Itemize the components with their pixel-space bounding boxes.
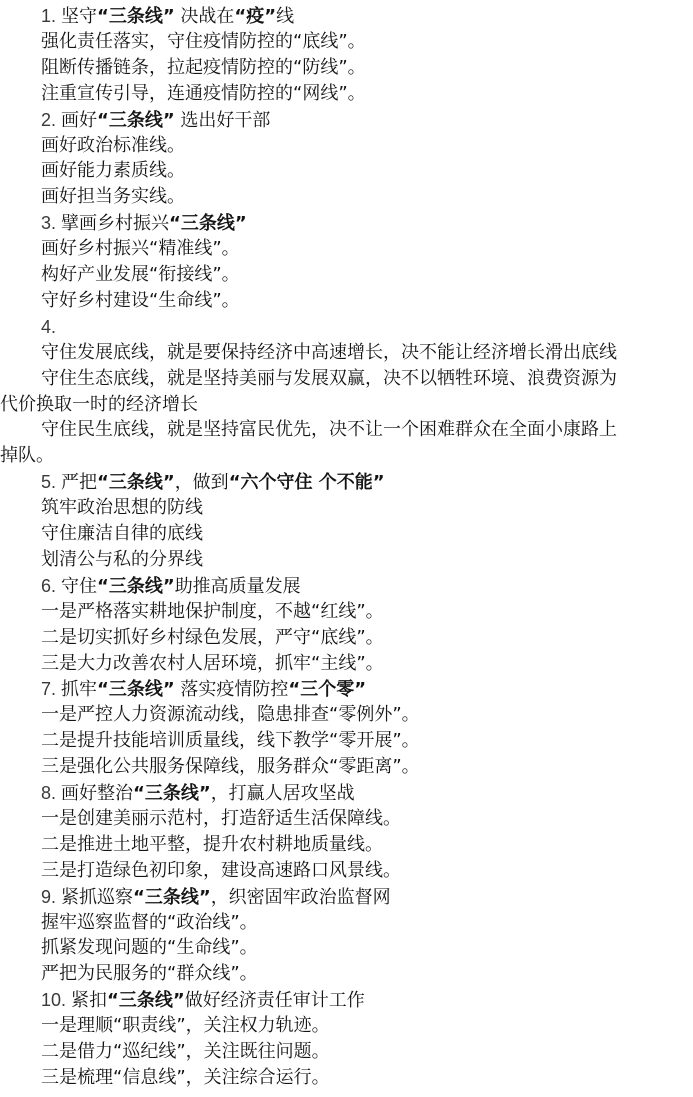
heading-keyword: “疫”: [234, 6, 277, 27]
heading-text: 选出好干部: [174, 109, 271, 131]
section-heading: [41, 987, 365, 1013]
paragraph-line: 守住民生底线，就是坚持富民优先，决不让一个困难群众在全面小康路上: [41, 419, 617, 441]
heading-keyword: “六个守住 个不能”: [228, 472, 385, 494]
list-item: 三是强化公共服务保障线，服务群众“零距离”。: [41, 756, 420, 778]
section-heading: [41, 3, 294, 29]
heading-keyword: “三条线”: [97, 6, 175, 27]
list-item: 构好产业发展“衔接线”。: [41, 264, 240, 285]
paragraph-line: 守住发展底线，就是要保持经济中高速增长，决不能让经济增长滑出底线: [41, 341, 617, 363]
list-item: 守住廉洁自律的底线: [41, 523, 203, 544]
list-item: 画好担当务实线。: [41, 186, 185, 208]
section-heading: [41, 884, 391, 910]
list-item: 注重宣传引导，连通疫情防控的“网线”。: [41, 82, 366, 104]
heading-text: 守住: [61, 575, 98, 597]
list-item: 二是推进土地平整，提升农村耕地质量线。: [41, 833, 383, 855]
heading-text: 严把: [61, 472, 98, 494]
section-heading: [41, 573, 301, 599]
heading-keyword: “三个零”: [288, 679, 367, 701]
list-item: 三是大力改善农村人居环境，抓牢“主线”。: [41, 652, 384, 674]
section-number: 8.: [41, 783, 62, 803]
heading-text: 画好: [61, 109, 98, 131]
list-item: 一是严控人力资源流动线，隐患排查“零例外”。: [41, 704, 420, 726]
heading-text: 线: [276, 6, 295, 27]
list-item: 二是切实抓好乡村绿色发展，严守“底线”。: [41, 626, 384, 648]
list-item: 严把为民服务的“群众线”。: [41, 963, 258, 985]
section-number: 1.: [41, 6, 62, 26]
heading-keyword: “三条线”: [97, 679, 175, 701]
heading-text: ，织密固牢政治监督网: [210, 886, 391, 908]
heading-keyword: “三条线”: [133, 783, 211, 804]
heading-text: 做好经济责任审计工作: [184, 990, 365, 1012]
heading-text: 擘画乡村振兴: [61, 213, 170, 235]
list-item: 一是理顺“职责线”，关注权力轨迹。: [41, 1015, 330, 1037]
list-item: 筑牢政治思想的防线: [41, 497, 203, 519]
paragraph-continuation: 掉队。: [0, 445, 54, 467]
section-heading: [41, 210, 247, 236]
list-item: 三是打造绿色初印象，建设高速路口风景线。: [41, 859, 401, 881]
heading-text: 助推高质量发展: [174, 575, 301, 597]
heading-text: 坚守: [61, 6, 98, 27]
section-number: 7.: [41, 679, 62, 700]
paragraph-continuation: 代价换取一时的经济增长: [0, 393, 198, 415]
heading-text: ，打赢人居攻坚战: [210, 783, 355, 804]
list-item: 二是借力“巡纪线”，关注既往问题。: [41, 1041, 330, 1062]
section-number: 2.: [41, 109, 62, 130]
section-heading: [41, 469, 385, 495]
heading-text: 紧扣: [71, 990, 108, 1012]
list-item: 强化责任落实，守住疫情防控的“底线”。: [41, 30, 366, 52]
section-heading: [41, 107, 270, 133]
list-item: 守好乡村建设“生命线”。: [41, 289, 240, 311]
section-heading: [41, 676, 366, 702]
heading-text: 落实疫情防控: [174, 679, 289, 701]
section-number: 5.: [41, 472, 62, 493]
section-heading: [41, 780, 355, 806]
heading-keyword: “三条线”: [97, 109, 175, 131]
heading-keyword: “三条线”: [97, 575, 175, 597]
list-item: 抓紧发现问题的“生命线”。: [41, 937, 258, 959]
heading-keyword: “三条线”: [169, 213, 247, 235]
heading-keyword: “三条线”: [107, 990, 185, 1012]
paragraph-line: 守住生态底线，就是坚持美丽与发展双赢，决不以牺牲环境、浪费资源为: [41, 367, 617, 389]
heading-keyword: “三条线”: [133, 886, 211, 908]
heading-text: 画好整治: [61, 783, 134, 804]
heading-text: ，做到: [174, 472, 229, 494]
list-item: 握牢巡察监督的“政治线”。: [41, 911, 258, 933]
heading-keyword: “三条线”: [97, 472, 175, 494]
section-number: 10.: [41, 990, 72, 1011]
heading-text: 抓牢: [61, 679, 98, 701]
list-item: 划清公与私的分界线: [41, 548, 203, 570]
list-item: 画好能力素质线。: [41, 160, 185, 182]
list-item: 三是梳理“信息线”，关注综合运行。: [41, 1066, 330, 1088]
heading-text: 决战在: [174, 6, 235, 27]
section-number: 9.: [41, 886, 62, 907]
list-item: 阻断传播链条，拉起疫情防控的“防线”。: [41, 56, 366, 78]
section-heading: [41, 314, 61, 340]
list-item: 一是严格落实耕地保护制度，不越“红线”。: [41, 600, 384, 622]
list-item: 二是提升技能培训质量线，线下教学“零开展”。: [41, 730, 420, 752]
heading-text: 紧抓巡察: [61, 886, 134, 908]
section-number: 3.: [41, 213, 62, 234]
section-number: 6.: [41, 575, 62, 596]
list-item: 一是创建美丽示范村，打造舒适生活保障线。: [41, 807, 401, 829]
list-item: 画好乡村振兴“精准线”。: [41, 238, 240, 260]
list-item: 画好政治标准线。: [41, 134, 185, 156]
section-number: 4.: [41, 316, 62, 337]
